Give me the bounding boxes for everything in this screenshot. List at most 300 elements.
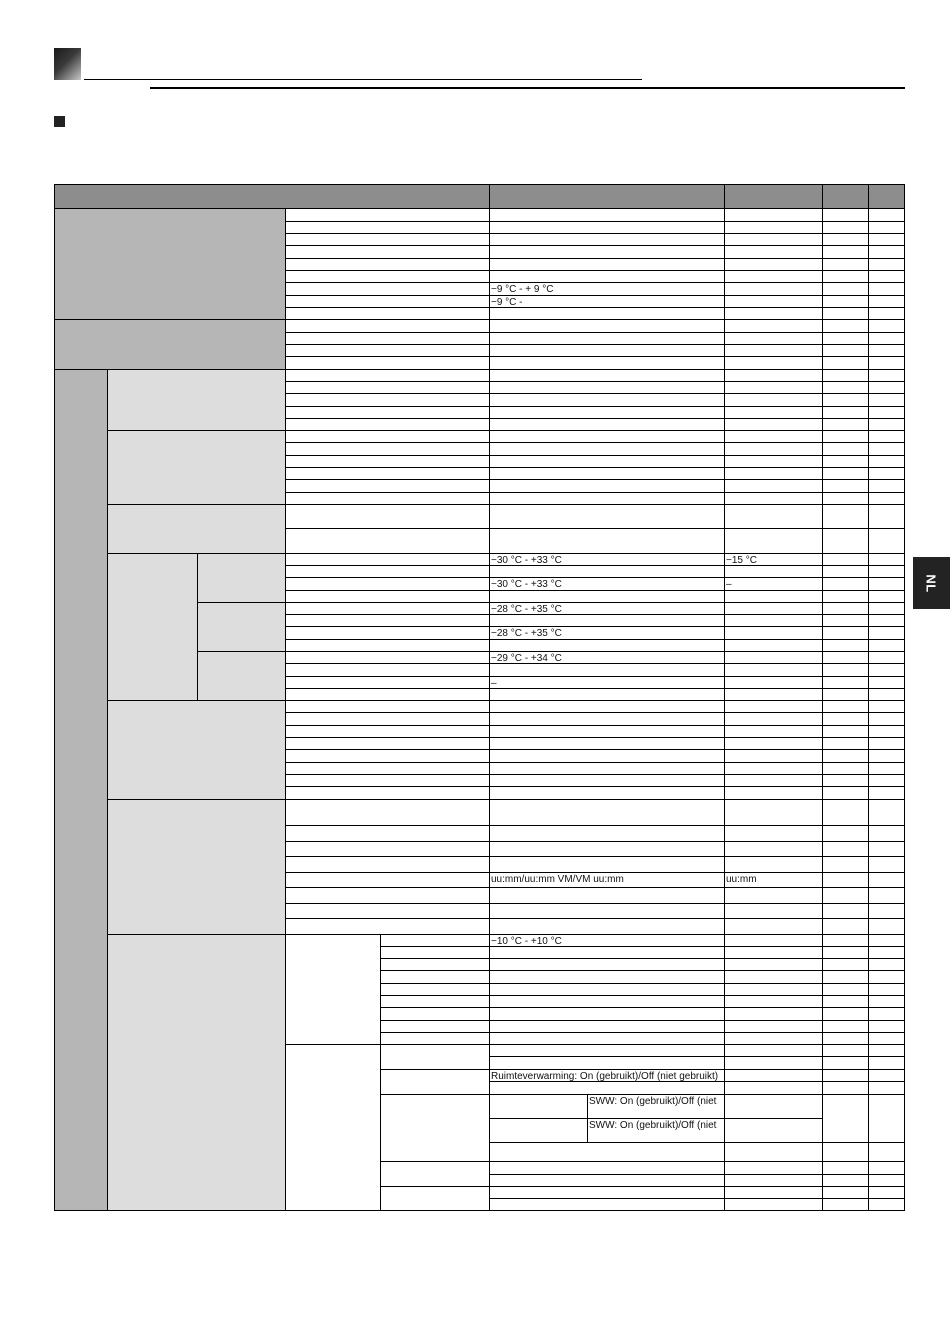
row-label-cell [286, 713, 490, 726]
value-cell [869, 1199, 905, 1211]
row-label-cell [286, 904, 490, 919]
row-label-cell [286, 246, 490, 259]
subgroup-cell [108, 554, 198, 701]
value-cell [725, 1143, 823, 1162]
value-cell [869, 800, 905, 826]
value-cell [490, 1187, 725, 1199]
value-cell [823, 1033, 869, 1045]
value-cell [823, 689, 869, 701]
value-cell [725, 1175, 823, 1187]
row-label-cell [286, 271, 490, 283]
value-cell [823, 1045, 869, 1057]
value-cell [823, 787, 869, 800]
value-cell [490, 750, 725, 763]
value-cell [725, 677, 823, 689]
value-cell [725, 826, 823, 842]
value-cell [869, 996, 905, 1008]
value-cell [725, 259, 823, 271]
value-cell [823, 615, 869, 627]
value-cell [823, 842, 869, 857]
value-cell [823, 259, 869, 271]
row-label-cell [286, 407, 490, 419]
value-cell [490, 505, 725, 529]
row-label-cell [286, 857, 490, 873]
value-cell [725, 1057, 823, 1070]
value-cell [869, 603, 905, 615]
value-cell: −28 °C - +35 °C [490, 603, 725, 615]
value-cell [823, 431, 869, 443]
value-cell [823, 959, 869, 971]
row-label-cell [286, 775, 490, 787]
value-cell [725, 919, 823, 935]
value-cell [823, 1187, 869, 1199]
value-cell [823, 713, 869, 726]
value-cell [869, 345, 905, 357]
row-label-cell [286, 554, 490, 566]
value-cell [869, 246, 905, 259]
value-cell [490, 984, 725, 996]
value-cell [869, 1143, 905, 1162]
value-cell [823, 984, 869, 996]
value-cell [823, 529, 869, 554]
value-cell [869, 283, 905, 296]
value-cell [869, 1057, 905, 1070]
row-label-cell [286, 615, 490, 627]
value-cell [869, 1187, 905, 1199]
value-cell [869, 873, 905, 888]
group-cell [54, 320, 286, 370]
value-cell [823, 333, 869, 345]
value-cell [490, 480, 725, 493]
value-cell [869, 234, 905, 246]
value-cell [725, 345, 823, 357]
value-cell [490, 456, 725, 468]
row-label-cell [286, 640, 490, 652]
value-cell [823, 283, 869, 296]
value-cell [869, 615, 905, 627]
value-cell [869, 382, 905, 394]
value-cell [869, 566, 905, 578]
value-cell [490, 529, 725, 554]
value-cell [869, 320, 905, 333]
row-label-cell [381, 1021, 490, 1033]
value-cell [490, 763, 725, 775]
value-cell [725, 468, 823, 480]
row-label-cell [286, 578, 490, 591]
value-cell [725, 1187, 823, 1199]
row-label-cell [286, 296, 490, 308]
value-cell [869, 1008, 905, 1021]
value-cell [490, 591, 725, 603]
value-cell [869, 271, 905, 283]
value-cell [725, 1119, 823, 1143]
value-cell [869, 826, 905, 842]
value-cell [823, 505, 869, 529]
value-cell [725, 904, 823, 919]
value-cell [725, 1021, 823, 1033]
value-cell [823, 677, 869, 689]
value-cell [490, 888, 725, 904]
value-cell [869, 959, 905, 971]
value-cell [823, 370, 869, 382]
value-cell [725, 296, 823, 308]
value-cell [725, 726, 823, 738]
value-cell [869, 888, 905, 904]
value-cell [869, 1175, 905, 1187]
row-label-cell [286, 689, 490, 701]
value-cell [725, 407, 823, 419]
row-label-cell [381, 971, 490, 984]
value-cell [869, 357, 905, 370]
value-cell [869, 627, 905, 640]
row-label-cell [286, 209, 490, 222]
value-cell [869, 222, 905, 234]
row-label-cell [286, 320, 490, 333]
value-cell [869, 738, 905, 750]
language-tab-label: NL [924, 573, 939, 593]
value-cell [490, 1021, 725, 1033]
row-label-cell [286, 456, 490, 468]
row-label-cell [286, 394, 490, 407]
value-cell [490, 689, 725, 701]
value-cell [725, 627, 823, 640]
value-cell [869, 578, 905, 591]
value-cell [725, 652, 823, 664]
value-cell [823, 873, 869, 888]
value-cell [490, 857, 725, 873]
value-cell [823, 603, 869, 615]
value-cell [869, 333, 905, 345]
value-cell [490, 826, 725, 842]
value-cell [725, 701, 823, 713]
value-cell [823, 296, 869, 308]
value-cell [823, 271, 869, 283]
value-cell [490, 222, 725, 234]
row-label-cell [286, 701, 490, 713]
value-cell [725, 493, 823, 505]
subgroup-cell [108, 701, 286, 800]
row-label-cell [286, 443, 490, 456]
value-cell [725, 1008, 823, 1021]
value-cell [823, 738, 869, 750]
value-cell: −9 °C - [490, 296, 725, 308]
row-label-cell [381, 996, 490, 1008]
value-cell [725, 222, 823, 234]
value-cell: SWW: On (gebruikt)/Off (niet [588, 1119, 725, 1143]
value-cell [869, 701, 905, 713]
value-cell [823, 996, 869, 1008]
subgroup-cell [286, 935, 381, 1045]
row-label-cell [286, 259, 490, 271]
value-cell [490, 407, 725, 419]
value-cell [490, 1082, 725, 1095]
table-header-cell [823, 184, 869, 209]
value-cell [823, 591, 869, 603]
value-cell [869, 919, 905, 935]
row-label-cell [286, 468, 490, 480]
value-cell [869, 775, 905, 787]
value-cell [823, 652, 869, 664]
row-label-cell [286, 431, 490, 443]
value-cell [725, 333, 823, 345]
value-cell [725, 984, 823, 996]
value-cell [823, 775, 869, 787]
value-cell [869, 677, 905, 689]
value-cell [869, 468, 905, 480]
value-cell: uu:mm [725, 873, 823, 888]
row-label-cell [381, 1008, 490, 1021]
value-cell [490, 1095, 588, 1119]
value-cell [869, 1045, 905, 1057]
value-cell [823, 1143, 869, 1162]
value-cell [823, 308, 869, 320]
subgroup-cell [381, 1070, 490, 1095]
value-cell [823, 1070, 869, 1082]
value-cell [869, 664, 905, 677]
value-cell [869, 750, 905, 763]
value-cell [490, 1199, 725, 1211]
value-cell [725, 738, 823, 750]
value-cell [725, 640, 823, 652]
row-label-cell [286, 591, 490, 603]
value-cell [490, 959, 725, 971]
value-cell: −9 °C - + 9 °C [490, 283, 725, 296]
value-cell [725, 800, 823, 826]
value-cell [490, 726, 725, 738]
value-cell [725, 443, 823, 456]
value-cell [490, 775, 725, 787]
value-cell [725, 308, 823, 320]
row-label-cell [286, 800, 490, 826]
value-cell [725, 480, 823, 493]
row-label-cell [286, 664, 490, 677]
subgroup-cell [198, 603, 286, 652]
value-cell [869, 529, 905, 554]
value-cell [725, 591, 823, 603]
value-cell [869, 713, 905, 726]
value-cell [490, 443, 725, 456]
row-label-cell [286, 627, 490, 640]
row-label-cell [286, 529, 490, 554]
value-cell [869, 209, 905, 222]
value-cell: – [725, 578, 823, 591]
value-cell [725, 1070, 823, 1082]
value-cell [725, 959, 823, 971]
value-cell [725, 1095, 823, 1119]
value-cell [869, 443, 905, 456]
value-cell [869, 505, 905, 529]
row-label-cell [286, 222, 490, 234]
row-label-cell [286, 419, 490, 431]
value-cell [823, 1008, 869, 1021]
table-header-cell [725, 184, 823, 209]
value-cell [490, 713, 725, 726]
value-cell [823, 1057, 869, 1070]
value-cell [823, 419, 869, 431]
value-cell [823, 763, 869, 775]
value-cell [823, 1082, 869, 1095]
value-cell [869, 456, 905, 468]
row-label-cell [286, 370, 490, 382]
value-cell [823, 246, 869, 259]
row-label-cell [381, 935, 490, 947]
value-cell [725, 234, 823, 246]
table-header-cell [869, 184, 905, 209]
value-cell [869, 419, 905, 431]
value-cell [869, 1033, 905, 1045]
row-label-cell [286, 763, 490, 775]
value-cell [869, 640, 905, 652]
row-label-cell [381, 947, 490, 959]
value-cell [725, 947, 823, 959]
value-cell [823, 935, 869, 947]
value-cell [869, 1082, 905, 1095]
subgroup-cell [108, 935, 286, 1211]
value-cell [869, 370, 905, 382]
value-cell [823, 382, 869, 394]
value-cell: SWW: On (gebruikt)/Off (niet [588, 1095, 725, 1119]
row-label-cell [286, 826, 490, 842]
value-cell [823, 493, 869, 505]
value-cell [490, 370, 725, 382]
value-cell: uu:mm/uu:mm VM/VM uu:mm [490, 873, 725, 888]
value-cell [823, 919, 869, 935]
row-label-cell [286, 652, 490, 664]
value-cell [490, 209, 725, 222]
value-cell [725, 996, 823, 1008]
value-cell [725, 566, 823, 578]
value-cell [869, 493, 905, 505]
row-label-cell [286, 234, 490, 246]
value-cell [725, 246, 823, 259]
value-cell [490, 1057, 725, 1070]
value-cell [490, 566, 725, 578]
value-cell [725, 603, 823, 615]
value-cell [823, 627, 869, 640]
subgroup-cell [108, 431, 286, 505]
value-cell: −28 °C - +35 °C [490, 627, 725, 640]
value-cell [869, 1070, 905, 1082]
value-cell [490, 234, 725, 246]
value-cell [490, 382, 725, 394]
value-cell [490, 1045, 725, 1057]
value-cell [823, 1021, 869, 1033]
value-cell [869, 689, 905, 701]
value-cell [869, 947, 905, 959]
value-cell [490, 701, 725, 713]
value-cell [725, 750, 823, 763]
value-cell [869, 763, 905, 775]
value-cell [869, 480, 905, 493]
value-cell [823, 664, 869, 677]
value-cell [823, 578, 869, 591]
value-cell [823, 468, 869, 480]
row-label-cell [286, 677, 490, 689]
value-cell [725, 935, 823, 947]
value-cell [823, 480, 869, 493]
value-cell [823, 456, 869, 468]
value-cell [725, 320, 823, 333]
value-cell: −10 °C - +10 °C [490, 935, 725, 947]
value-cell [490, 1033, 725, 1045]
value-cell [490, 259, 725, 271]
value-cell [725, 713, 823, 726]
value-cell [823, 209, 869, 222]
value-cell [869, 971, 905, 984]
value-cell [725, 1082, 823, 1095]
value-cell [490, 1119, 588, 1143]
value-cell [823, 1199, 869, 1211]
row-label-cell [286, 738, 490, 750]
subgroup-cell [108, 505, 286, 554]
value-cell [869, 259, 905, 271]
row-label-cell [381, 984, 490, 996]
value-cell [869, 984, 905, 996]
subgroup-cell [381, 1162, 490, 1187]
value-cell [725, 1045, 823, 1057]
subgroup-cell [198, 652, 286, 701]
group-cell [54, 370, 108, 1211]
row-label-cell [286, 333, 490, 345]
value-cell [823, 971, 869, 984]
row-label-cell [286, 566, 490, 578]
value-cell [725, 529, 823, 554]
value-cell [725, 271, 823, 283]
subgroup-cell [198, 554, 286, 603]
value-cell [725, 763, 823, 775]
value-cell [823, 443, 869, 456]
value-cell [869, 431, 905, 443]
value-cell [490, 904, 725, 919]
value-cell [490, 615, 725, 627]
value-cell [490, 800, 725, 826]
row-label-cell [286, 345, 490, 357]
value-cell [490, 1175, 725, 1187]
value-cell [869, 1162, 905, 1175]
value-cell [490, 320, 725, 333]
value-cell [869, 787, 905, 800]
value-cell [490, 246, 725, 259]
value-cell [823, 1095, 869, 1143]
subgroup-cell [108, 800, 286, 935]
value-cell [490, 419, 725, 431]
value-cell [823, 857, 869, 873]
row-label-cell [286, 357, 490, 370]
value-cell [490, 468, 725, 480]
value-cell [823, 750, 869, 763]
value-cell [490, 493, 725, 505]
value-cell [823, 234, 869, 246]
value-cell [490, 345, 725, 357]
value-cell [823, 726, 869, 738]
value-cell [725, 431, 823, 443]
value-cell [725, 787, 823, 800]
value-cell [725, 394, 823, 407]
value-cell [823, 407, 869, 419]
value-cell [490, 1162, 725, 1175]
row-label-cell [286, 283, 490, 296]
value-cell [490, 787, 725, 800]
value-cell: −15 °C [725, 554, 823, 566]
value-cell [490, 1143, 725, 1162]
row-label-cell [286, 505, 490, 529]
row-label-cell [286, 726, 490, 738]
table-header-cell [490, 184, 725, 209]
subgroup-cell [108, 370, 286, 431]
row-label-cell [381, 959, 490, 971]
value-cell [869, 652, 905, 664]
value-cell [869, 857, 905, 873]
